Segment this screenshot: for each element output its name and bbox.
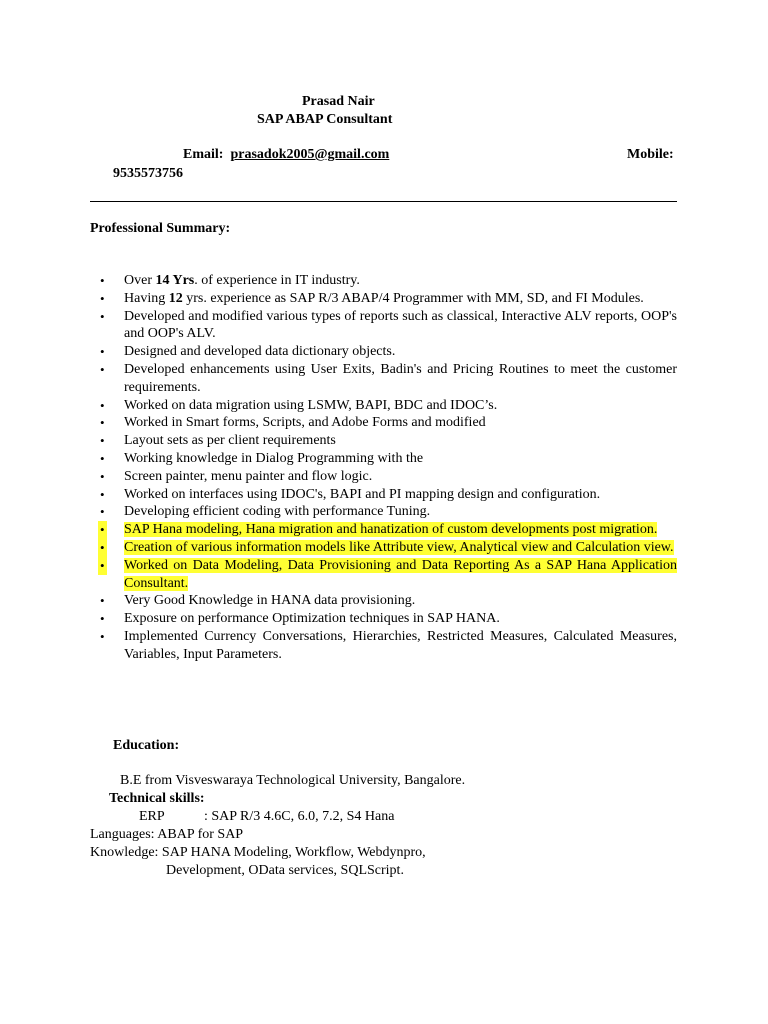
- summary-item: [90, 308, 677, 344]
- summary-item: [90, 343, 677, 361]
- summary-item-text: Worked on data migration using LSMW, BAPI, BDC and IDOC’s.: [124, 397, 498, 413]
- email-row: [183, 147, 389, 163]
- summary-item: [90, 557, 677, 593]
- summary-item-text: Worked on Data Modeling, Data Provisioning and Data Reporting As a SAP Hana Application Consultant.: [124, 557, 677, 591]
- summary-item-text: Layout sets as per client requirements: [124, 433, 336, 449]
- bullet-icon: •: [100, 557, 105, 573]
- bullet-icon: •: [100, 593, 105, 609]
- summary-item: [90, 450, 677, 468]
- summary-item-text: Having 12 yrs. experience as SAP R/3 ABAP/4 Programmer with MM, SD, and FI Modules.: [124, 290, 644, 306]
- erp-value: : SAP R/3 4.6C, 6.0, 7.2, S4 Hana: [204, 809, 395, 824]
- bullet-icon: •: [100, 308, 105, 324]
- email-link[interactable]: prasadok2005@gmail.com: [230, 147, 390, 162]
- bullet-icon: •: [100, 628, 105, 644]
- summary-item-text: Creation of various information models like Attribute view, Analytical view and Calculation view.: [124, 539, 674, 555]
- languages-line: Languages: ABAP for SAP: [90, 827, 244, 842]
- bullet-icon: •: [100, 468, 105, 484]
- erp-label: ERP: [139, 809, 165, 824]
- summary-item: [90, 539, 677, 557]
- summary-item-text: Developing efficient coding with performance Tuning.: [124, 504, 431, 520]
- summary-item: [90, 414, 677, 432]
- summary-item: [90, 592, 677, 610]
- summary-item-text: Developed enhancements using User Exits, Badin's and Pricing Routines to meet the customer requirements.: [124, 361, 677, 395]
- technical-skills-heading: Technical skills:: [109, 791, 205, 806]
- summary-item-text: Working knowledge in Dialog Programming with the: [124, 450, 424, 466]
- summary-item: [90, 521, 677, 539]
- summary-item-text: Designed and developed data dictionary objects.: [124, 344, 396, 360]
- bullet-icon: •: [100, 504, 105, 520]
- summary-item: [90, 272, 677, 290]
- summary-item: [90, 503, 677, 521]
- summary-item-text: Worked on interfaces using IDOC's, BAPI and PI mapping design and configuration.: [124, 486, 601, 502]
- summary-item: [90, 610, 677, 628]
- summary-item-text: Screen painter, menu painter and flow logic.: [124, 468, 373, 484]
- summary-item-text: Very Good Knowledge in HANA data provisioning.: [124, 593, 416, 609]
- bullet-icon: •: [100, 611, 105, 627]
- bullet-icon: •: [100, 361, 105, 377]
- summary-item-text: Developed and modified various types of reports such as classical, Interactive ALV reports, OOP's and OOP's ALV.: [124, 308, 677, 342]
- professional-summary-heading: Professional Summary:: [90, 221, 231, 236]
- candidate-title: SAP ABAP Consultant: [257, 112, 393, 127]
- summary-item: [90, 628, 677, 664]
- bullet-icon: •: [100, 522, 105, 538]
- bullet-icon: •: [100, 486, 105, 502]
- summary-list: [90, 272, 677, 664]
- summary-item: [90, 361, 677, 397]
- summary-item: [90, 486, 677, 504]
- education-heading: Education:: [113, 738, 180, 753]
- bullet-icon: •: [100, 539, 105, 555]
- bullet-icon: •: [100, 433, 105, 449]
- bullet-icon: •: [100, 290, 105, 306]
- email-label: Email:: [183, 147, 224, 162]
- summary-item-text: Worked in Smart forms, Scripts, and Adobe Forms and modified: [124, 415, 486, 431]
- summary-item-text: Over 14 Yrs. of experience in IT industry.: [124, 273, 360, 288]
- summary-item: [90, 468, 677, 486]
- mobile-label: Mobile:: [627, 147, 674, 162]
- education-line: B.E from Visveswaraya Technological University, Bangalore.: [120, 773, 466, 788]
- bullet-icon: •: [100, 397, 105, 413]
- summary-item: [90, 290, 677, 308]
- knowledge-line-continued: Development, OData services, SQLScript.: [166, 863, 404, 878]
- candidate-name: Prasad Nair: [302, 94, 375, 109]
- summary-item: [90, 432, 677, 450]
- bullet-icon: •: [100, 273, 105, 288]
- bullet-icon: •: [100, 415, 105, 431]
- bullet-icon: •: [100, 450, 105, 466]
- knowledge-line: Knowledge: SAP HANA Modeling, Workflow, Webdynpro,: [90, 845, 426, 860]
- summary-item-text: Implemented Currency Conversations, Hierarchies, Restricted Measures, Calculated Measures, Variables, Input Parameters.: [124, 628, 677, 662]
- mobile-number: 9535573756: [113, 166, 183, 181]
- summary-item: [90, 397, 677, 415]
- header-divider: [90, 201, 677, 202]
- summary-item-text: Exposure on performance Optimization techniques in SAP HANA.: [124, 611, 500, 627]
- bullet-icon: •: [100, 344, 105, 360]
- summary-item-text: SAP Hana modeling, Hana migration and hanatization of custom developments post migration.: [124, 522, 658, 538]
